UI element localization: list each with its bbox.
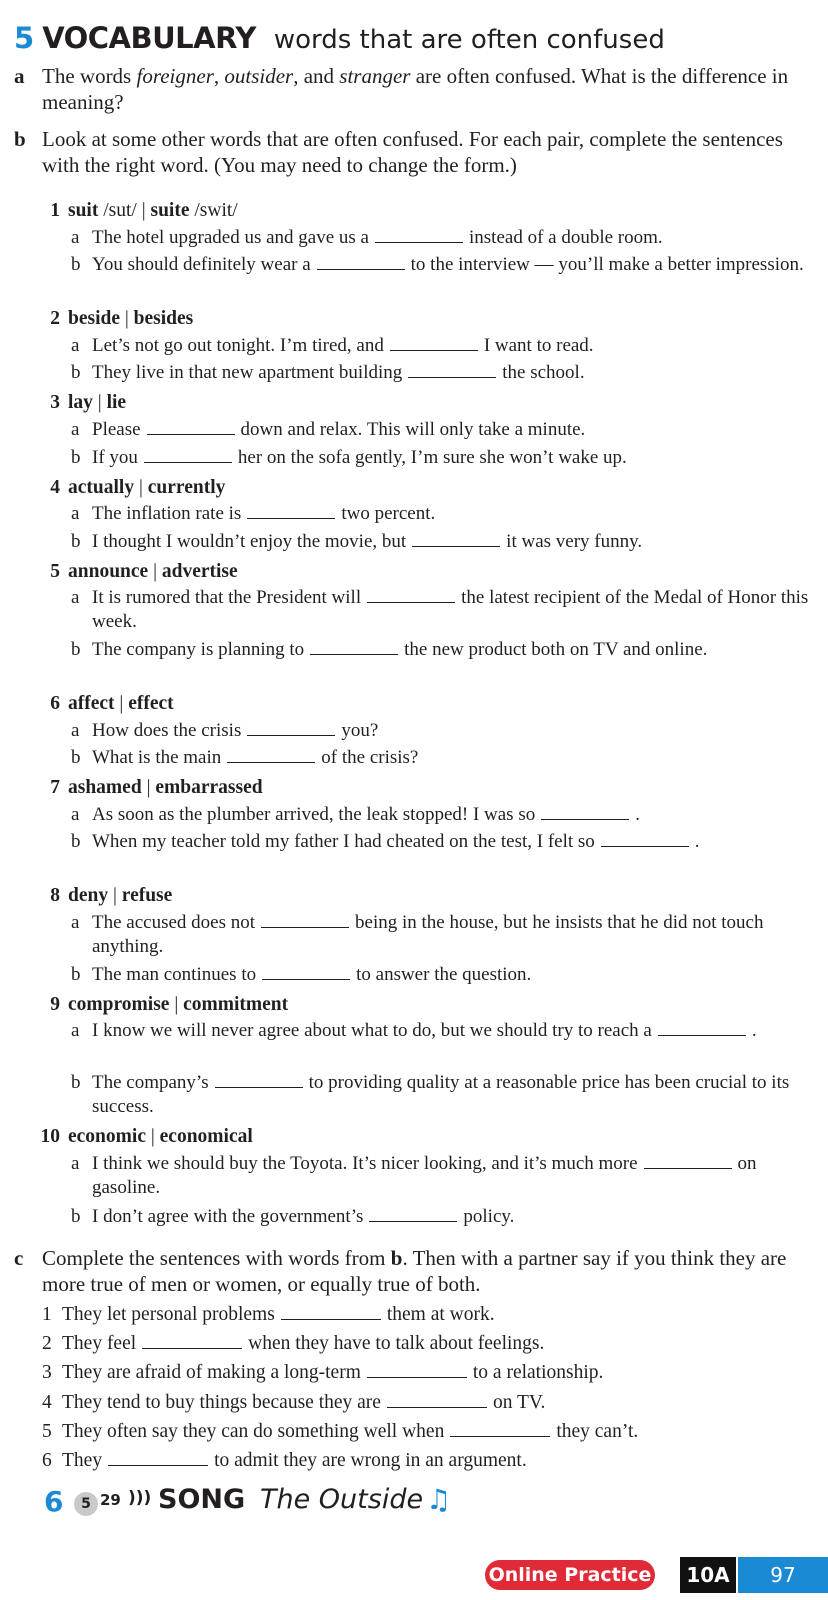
item-separator: | [146, 777, 156, 798]
answer-blank[interactable] [317, 255, 405, 270]
item-word-2: effect [128, 693, 174, 714]
sentence-before: The accused does not [92, 912, 256, 933]
sentence-before: It is rumored that the President will [92, 587, 362, 608]
part-c-number: 4 [42, 1392, 52, 1413]
item-word-1: beside [68, 308, 121, 329]
answer-blank[interactable] [644, 1154, 732, 1169]
audio-wave-icon[interactable]: ))) [128, 1488, 152, 1508]
page-number: 97 [738, 1557, 828, 1593]
sentence-after: you? [341, 720, 379, 741]
sentence-letter: b [71, 747, 81, 768]
sentence-before: I know we will never agree about what to do, but we should try to reach a [92, 1020, 652, 1041]
part-c-letter: c [14, 1246, 24, 1270]
item-word-2: besides [133, 308, 194, 329]
sentence-before: As soon as the plumber arrived, the leak stopped! I was so [92, 804, 536, 825]
sentence-letter: b [71, 964, 81, 985]
sentence-before: Please [92, 419, 141, 440]
section-title: VOCABULARY [42, 21, 256, 55]
sentence-text [92, 963, 811, 987]
sentence-8a [71, 911, 811, 959]
answer-blank[interactable] [658, 1021, 746, 1036]
sentence-3a [71, 418, 811, 442]
part-c-after: them at work. [386, 1304, 495, 1325]
sentence-after: . [694, 831, 700, 852]
sentence-text [92, 638, 811, 662]
sentence-text [92, 911, 811, 959]
sentence-text [92, 803, 811, 827]
sentence-text [92, 1205, 811, 1229]
item-word-1: ashamed [68, 777, 142, 798]
sentence-after: instead of a double room. [469, 227, 663, 248]
sentence-letter: a [71, 335, 80, 356]
item-word-2: commitment [183, 994, 289, 1015]
item-separator: | [119, 693, 129, 714]
part-c-number: 1 [42, 1304, 52, 1325]
item-word-2: currently [147, 477, 226, 498]
part-a-pre: The words [42, 64, 137, 88]
answer-blank[interactable] [412, 532, 500, 547]
item-word-2: refuse [121, 885, 173, 906]
part-c-after: to a relationship. [472, 1362, 604, 1383]
item-word-1: suit [68, 200, 99, 221]
item-number: 5 [50, 561, 60, 582]
answer-blank[interactable] [408, 363, 496, 378]
sentence-before: The inflation rate is [92, 503, 242, 524]
sentence-letter: b [71, 639, 81, 660]
item-word-1: deny [68, 885, 109, 906]
item-separator: | [112, 885, 122, 906]
answer-blank[interactable] [310, 640, 398, 655]
song-title: The Outside [260, 1484, 424, 1515]
item-pron-1: /sut/ [98, 200, 142, 221]
sentence-before: The man continues to [92, 964, 257, 985]
item-word-2: lie [106, 392, 127, 413]
sentence-7a [71, 803, 811, 827]
answer-blank[interactable] [108, 1451, 208, 1466]
item-separator: | [97, 392, 107, 413]
part-c-before: They tend to buy things because they are [62, 1392, 381, 1413]
sentence-after: the school. [502, 362, 585, 383]
part-b-letter: b [14, 127, 26, 151]
part-c-before: They [62, 1450, 103, 1471]
part-c-post: . Then with a partner say if you think they are more true of men or women, or equally true of both. [42, 1246, 787, 1296]
sentence-8b [71, 963, 811, 987]
sentence-letter: b [71, 1072, 81, 1093]
sentence-before: The hotel upgraded us and gave us a [92, 227, 369, 248]
sentence-9b [71, 1071, 811, 1119]
sentence-letter: a [71, 912, 80, 933]
word-pair-item [30, 1124, 253, 1149]
sentence-after: to providing quality at a reasonable price has been crucial to its success. [92, 1072, 790, 1117]
sentence-text [92, 361, 811, 385]
part-c-before: They are afraid of making a long-term [62, 1362, 361, 1383]
answer-blank[interactable] [261, 913, 349, 928]
part-c-item [42, 1331, 544, 1357]
sentence-6a [71, 719, 811, 743]
answer-blank[interactable] [367, 588, 455, 603]
sentence-after: to answer the question. [356, 964, 532, 985]
sentence-after: of the crisis? [321, 747, 419, 768]
word-pair-item [38, 691, 174, 716]
part-c-before: They let personal problems [62, 1304, 275, 1325]
sentence-10a [71, 1152, 811, 1200]
sentence-7b [71, 830, 811, 854]
part-c-item [42, 1390, 545, 1416]
part-b-text: Look at some other words that are often confused. For each pair, complete the sentences with the right word. (You may need to change the form.) [42, 127, 783, 177]
sentence-before: Let’s not go out tonight. I’m tired, and [92, 335, 384, 356]
sentence-letter: a [71, 587, 80, 608]
online-practice-button[interactable]: Online Practice [485, 1560, 655, 1590]
sentence-3b [71, 446, 811, 470]
sentence-10b [71, 1205, 811, 1229]
part-c-after: on TV. [492, 1392, 546, 1413]
sentence-6b [71, 746, 811, 770]
part-c-number: 5 [42, 1421, 52, 1442]
sentence-letter: a [71, 720, 80, 741]
answer-blank[interactable] [247, 721, 335, 736]
sentence-text [92, 418, 811, 442]
word-pair-item [38, 775, 263, 800]
sentence-after: it was very funny. [506, 531, 643, 552]
sentence-before: When my teacher told my father I had cheated on the test, I felt so [92, 831, 595, 852]
sentence-4a [71, 502, 811, 526]
answer-blank[interactable] [387, 1393, 487, 1408]
sentence-letter: a [71, 1153, 80, 1174]
sentence-letter: b [71, 254, 81, 275]
sentence-letter: b [71, 362, 81, 383]
part-c-after: when they have to talk about feelings. [248, 1333, 545, 1354]
part-a-word-stranger: stranger [339, 64, 411, 88]
sentence-before: They live in that new apartment building [92, 362, 403, 383]
answer-blank[interactable] [367, 1363, 467, 1378]
sentence-before: How does the crisis [92, 720, 242, 741]
item-word-2: suite [150, 200, 190, 221]
sentence-1a [71, 226, 811, 250]
sentence-text [92, 226, 811, 250]
sentence-before: I think we should buy the Toyota. It’s nicer looking, and it’s much more [92, 1153, 638, 1174]
sentence-before: I thought I wouldn’t enjoy the movie, but [92, 531, 407, 552]
answer-blank[interactable] [541, 805, 629, 820]
sentence-after: her on the sofa gently, I’m sure she won’t wake up. [237, 447, 627, 468]
sentence-before: You should definitely wear a [92, 254, 311, 275]
part-c-before: They feel [62, 1333, 137, 1354]
part-c-text [42, 1245, 814, 1297]
sentence-letter: b [71, 531, 81, 552]
item-number: 8 [50, 885, 60, 906]
answer-blank[interactable] [390, 336, 478, 351]
word-pair-item [38, 390, 126, 415]
answer-blank[interactable] [262, 965, 350, 980]
sentence-after: . [751, 1020, 757, 1041]
item-number: 7 [50, 777, 60, 798]
sentence-letter: a [71, 1020, 80, 1041]
answer-blank[interactable] [601, 832, 689, 847]
item-word-1: compromise [68, 994, 170, 1015]
item-separator: | [124, 308, 134, 329]
part-a-sep1: , [213, 64, 225, 88]
sentence-after: being in the house, but he insists that he did not touch anything. [92, 912, 764, 957]
sentence-before: The company’s [92, 1072, 209, 1093]
item-separator: | [150, 1126, 160, 1147]
sentence-text [92, 253, 811, 277]
item-number: 9 [50, 994, 60, 1015]
unit-badge: 10A [680, 1557, 736, 1593]
item-separator: | [153, 561, 162, 582]
sentence-letter: a [71, 804, 80, 825]
sentence-9a [71, 1019, 811, 1043]
sentence-text [92, 586, 811, 634]
sentence-text [92, 719, 811, 743]
part-c-before: They often say they can do something well when [62, 1421, 445, 1442]
item-number: 10 [40, 1126, 60, 1147]
part-c-number: 3 [42, 1362, 52, 1383]
item-number: 1 [50, 200, 60, 221]
answer-blank[interactable] [450, 1422, 550, 1437]
item-pron-2: /swit/ [189, 200, 238, 221]
part-a-letter: a [14, 64, 25, 88]
item-word-1: actually [68, 477, 135, 498]
part-c-after: they can’t. [556, 1421, 639, 1442]
sentence-letter: a [71, 227, 80, 248]
answer-blank[interactable] [215, 1073, 303, 1088]
answer-blank[interactable] [247, 504, 335, 519]
sentence-after: two percent. [341, 503, 436, 524]
music-note-icon: ♫ [426, 1483, 452, 1516]
part-c-item [42, 1419, 638, 1445]
part-c-number: 6 [42, 1450, 52, 1471]
sentence-after: the new product both on TV and online. [404, 639, 708, 660]
item-separator: | [138, 477, 148, 498]
sentence-text [92, 334, 811, 358]
sentence-text [92, 1152, 811, 1200]
word-pair-item [38, 559, 238, 584]
word-pair-item [38, 883, 172, 908]
sentence-5b [71, 638, 811, 662]
part-c-after: to admit they are wrong in an argument. [214, 1450, 527, 1471]
item-number: 2 [50, 308, 60, 329]
section-number: 5 [14, 21, 35, 55]
answer-blank[interactable] [227, 748, 315, 763]
part-c-item [42, 1448, 527, 1474]
part-a-text [42, 63, 814, 115]
part-c-number: 2 [42, 1333, 52, 1354]
answer-blank[interactable] [369, 1207, 457, 1222]
sentence-after: the latest recipient of the Medal of Honor this week. [92, 587, 809, 632]
section-subtitle: words that are often confused [273, 25, 665, 55]
part-a-post: are often confused. What is the difference in meaning? [42, 64, 789, 114]
song-label: SONG [158, 1484, 246, 1515]
audio-disc-icon[interactable]: 5 [74, 1492, 98, 1516]
item-word-1: economic [68, 1126, 146, 1147]
answer-blank[interactable] [142, 1334, 242, 1349]
part-a-word-outsider: outsider [224, 64, 294, 88]
sentence-after: on gasoline. [92, 1153, 757, 1198]
sentence-4b [71, 530, 811, 554]
part-c-instruction [14, 1245, 814, 1297]
part-c-item [42, 1302, 495, 1328]
item-word-1: announce [68, 561, 149, 582]
section-heading [14, 18, 665, 64]
sentence-after: I want to read. [483, 335, 594, 356]
word-pair-item [38, 475, 225, 500]
sentence-after: down and relax. This will only take a minute. [240, 419, 586, 440]
song-section-number: 6 [44, 1485, 64, 1518]
sentence-text [92, 830, 811, 854]
sentence-text [92, 1071, 811, 1119]
sentence-before: If you [92, 447, 138, 468]
answer-blank[interactable] [375, 228, 463, 243]
sentence-1b [71, 253, 811, 277]
sentence-before: I don’t agree with the government’s [92, 1206, 364, 1227]
item-word-2: economical [159, 1126, 253, 1147]
sentence-2a [71, 334, 811, 358]
part-a-sep2: , and [293, 64, 340, 88]
sentence-letter: a [71, 503, 80, 524]
item-separator: | [141, 200, 151, 221]
item-number: 6 [50, 693, 60, 714]
word-pair-item [38, 306, 193, 331]
answer-blank[interactable] [147, 420, 235, 435]
part-a-instruction [14, 63, 814, 115]
item-word-1: affect [68, 693, 115, 714]
item-word-2: advertise [161, 561, 238, 582]
sentence-letter: b [71, 1206, 81, 1227]
sentence-after: policy. [463, 1206, 515, 1227]
sentence-text [92, 530, 811, 554]
sentence-before: The company is planning to [92, 639, 305, 660]
sentence-letter: a [71, 419, 80, 440]
item-number: 4 [50, 477, 60, 498]
answer-blank[interactable] [281, 1305, 381, 1320]
item-word-2: embarrassed [155, 777, 263, 798]
audio-track-number[interactable]: 29 [100, 1491, 121, 1509]
part-c-bold-ref: b [390, 1246, 403, 1270]
sentence-letter: b [71, 831, 81, 852]
sentence-after: . [635, 804, 640, 825]
part-c-item [42, 1360, 603, 1386]
part-c-pre: Complete the sentences with words from [42, 1246, 391, 1270]
sentence-letter: b [71, 447, 81, 468]
word-pair-item [38, 992, 288, 1017]
item-word-1: lay [68, 392, 93, 413]
item-number: 3 [50, 392, 60, 413]
sentence-text [92, 446, 811, 470]
sentence-5a [71, 586, 811, 634]
word-pair-item [38, 198, 238, 223]
answer-blank[interactable] [144, 448, 232, 463]
part-a-word-foreigner: foreigner [136, 64, 214, 88]
item-separator: | [174, 994, 184, 1015]
sentence-before: What is the main [92, 747, 222, 768]
part-b-instruction [14, 126, 814, 178]
sentence-after: to the interview — you’ll make a better impression. [410, 254, 804, 275]
sentence-text [92, 502, 811, 526]
sentence-text [92, 1019, 811, 1043]
sentence-2b [71, 361, 811, 385]
sentence-text [92, 746, 811, 770]
